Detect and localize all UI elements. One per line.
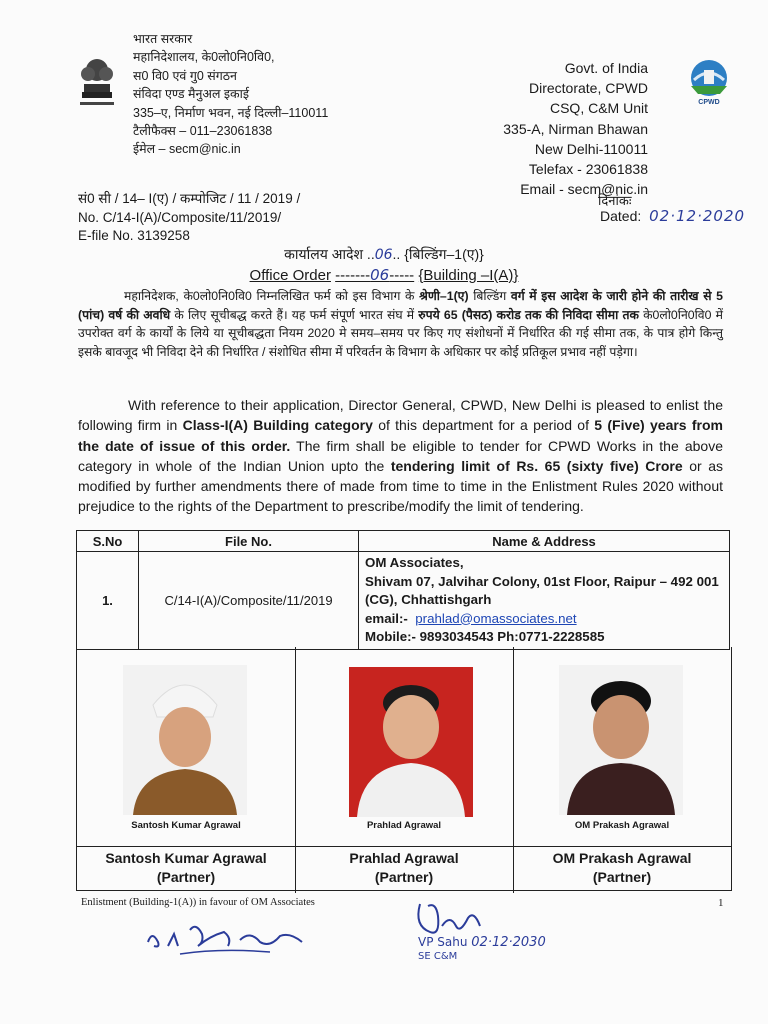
title-hi-prefix: कार्यालय आदेश xyxy=(284,246,364,262)
cell-name-address xyxy=(359,552,730,650)
col-header-sno: S.No xyxy=(77,531,139,552)
partner-photo-image xyxy=(349,667,473,817)
table-row xyxy=(77,552,730,650)
photo-caption: OM Prakash Agrawal xyxy=(574,820,670,831)
partner-photos-row xyxy=(76,647,732,847)
para-en-text: The firm shall be eligible to tender for CPWD Works in the above category in whole of the Indian Union upto the xyxy=(78,437,723,474)
header-en-line: 335-A, Nirman Bhawan xyxy=(503,120,648,137)
para-en-text: or as modified by further amendments there of made from time to time in the Enlistment Rules 2020 without prejudice to the rights of the Department to prescribe/modify the limit of tendering. xyxy=(78,457,724,515)
partner-photo-cell xyxy=(513,647,731,846)
partner-photo-cell xyxy=(77,647,296,846)
title-hi-suffix: {बिल्डिंग–1(ए)} xyxy=(404,246,484,262)
para-hi-text: के0लो0नि0वि0 में उपरोक्त वर्ग के कार्यों के लिये या सूचीबद्धता नियम 2020 मे समय–समय पर किए गए संशोधनों में निर्धारित की गई सीमा तक, के पात्र होगे किन्तु इसके बावजूद भी निविदा देने की निर्धारित / संशोधित सीमा में परिवर्तन के विभाग के अधिकार पर कोई प्रतिकूल प्रभाव नहीं पड़ेगा। xyxy=(78,307,723,359)
header-en-line: Telefax - 23061838 xyxy=(528,161,648,178)
partner-photo-cell xyxy=(295,647,514,846)
signatory-name: VP Sahu xyxy=(418,935,468,949)
dated-value: 02·12·2020 xyxy=(649,207,746,225)
para-hi-text: बिल्डिंग xyxy=(468,289,511,303)
title-en-number: 06 xyxy=(370,266,390,284)
signature-block xyxy=(418,935,546,964)
partner-role: (Partner) xyxy=(156,869,216,885)
para-hi-bold: वर्ग में इस आदेश के जारी होने की तारीख से 5 (पांच) वर्ष की अवधि xyxy=(78,289,723,322)
cell-file-no: C/14-I(A)/Composite/11/2019 xyxy=(139,552,359,650)
partner-role: (Partner) xyxy=(374,869,434,885)
signatory-designation: SE C&M xyxy=(418,951,458,962)
header-en-line: New Delhi-110011 xyxy=(534,140,648,157)
firm-mobile: Mobile:- 9893034543 Ph:0771-2228585 xyxy=(365,629,605,644)
footer-note: Enlistment (Building-1(A)) in favour of OM Associates xyxy=(81,897,315,908)
header-english xyxy=(408,58,648,199)
header-en-line: CSQ, C&M Unit xyxy=(549,100,648,117)
dated-label: Dated: xyxy=(600,208,642,224)
table-header-row xyxy=(77,531,730,552)
cpwd-logo-text: CPWD xyxy=(698,99,720,106)
date-label-hindi: दिनांकः xyxy=(598,193,632,208)
para-hi-bold: श्रेणी–1(ए) xyxy=(419,289,469,303)
photo-caption: Prahlad Agrawal xyxy=(366,820,442,831)
header-hi-line: ईमेल – secm@nic.in xyxy=(133,142,241,157)
firm-email-line xyxy=(365,610,723,629)
photo-caption: Santosh Kumar Agrawal xyxy=(131,820,241,831)
para-hi-bold: रुपये 65 (पैसठ) करोड तक की निविदा सीमा तक xyxy=(418,307,639,322)
partner-name-cell xyxy=(295,846,514,893)
cell-sno: 1. xyxy=(77,552,139,650)
handwritten-initials-icon xyxy=(140,912,310,962)
page-number: 1 xyxy=(718,897,724,909)
partner-name-cell xyxy=(77,846,296,893)
ref-hindi: सं0 सी / 14– I(ए) / कम्पोजिट / 11 / 2019 / xyxy=(78,191,301,206)
dated-line xyxy=(600,207,745,225)
partner-name: OM Prakash Agrawal xyxy=(552,850,692,866)
email-label: email:- xyxy=(365,610,408,626)
para-hi-text: महानिदेशक, के0लो0नि0वि0 निम्नलिखित फर्म को इस विभाग के xyxy=(124,289,420,303)
para-en-text: With reference to their application, Director General, CPWD, New Delhi is pleased to enlist the following firm in xyxy=(78,397,723,434)
office-order-title-hindi: कार्यालय आदेश ..06.. {बिल्डिंग–1(ए)} xyxy=(284,246,484,263)
order-paragraph-hindi xyxy=(78,287,723,361)
col-header-file-no: File No. xyxy=(139,531,359,552)
partner-name-cell xyxy=(513,846,731,893)
firm-name: OM Associates, xyxy=(365,555,464,570)
partner-name: Prahlad Agrawal xyxy=(349,850,459,866)
cpwd-logo-icon xyxy=(684,56,734,106)
header-en-line: Directorate, CPWD xyxy=(528,80,648,97)
partner-name: Santosh Kumar Agrawal xyxy=(105,850,267,866)
title-hi-number: 06 xyxy=(374,247,393,263)
firm-email-link[interactable]: prahlad@omassociates.net xyxy=(415,610,577,626)
title-en-suffix: {Building –I(A)} xyxy=(418,267,519,284)
para-en-bold: Class-I(A) Building category xyxy=(182,417,373,434)
firm-table xyxy=(76,530,730,650)
firm-address: Shivam 07, Jalvihar Colony, 01st Floor, Raipur – 492 001 (CG), Chhattishgarh xyxy=(365,573,719,607)
header-en-line: Email - secm@nic.in xyxy=(520,181,648,198)
para-en-bold: tendering limit of Rs. 65 (sixty five) Crore xyxy=(390,457,683,474)
para-en-text: of this department for a period of xyxy=(372,417,595,434)
signature-icon xyxy=(410,896,490,940)
header-hindi xyxy=(133,30,393,159)
header-hi-line: स0 वि0 एवं गु0 संगठन xyxy=(133,68,237,83)
partner-photo-image xyxy=(123,665,247,815)
header-hi-line: संविदा एण्ड मैनुअल इकाई xyxy=(133,87,250,102)
para-en-bold: 5 (Five) years from the date of issue of this order. xyxy=(78,417,724,454)
reference-block xyxy=(78,190,300,246)
signature-date: 02·12·2030 xyxy=(471,935,546,950)
para-hi-text: के लिए सूचीबद्ध करते हैं। यह फर्म संपूर्ण भारत संघ में xyxy=(170,307,419,322)
header-hi-line: टैलीफैक्स – 011–23061838 xyxy=(133,124,273,139)
office-order-title-english: Office Order -------06----- {Building –I(A)} xyxy=(249,266,519,284)
partner-role: (Partner) xyxy=(592,869,652,885)
title-en-prefix: Office Order xyxy=(249,267,331,284)
partner-names-row xyxy=(76,846,732,891)
order-paragraph-english xyxy=(78,395,723,517)
ref-english: No. C/14-I(A)/Composite/11/2019/ xyxy=(78,209,282,225)
header-hi-line: महानिदेशालय, के0लो0नि0वि0, xyxy=(133,50,275,65)
header-en-line: Govt. of India xyxy=(564,60,648,76)
col-header-name-address: Name & Address xyxy=(359,531,730,552)
partner-photo-image xyxy=(559,665,683,815)
header-hi-line: भारत सरकार xyxy=(133,32,193,46)
efile-number: E-file No. 3139258 xyxy=(78,228,190,243)
emblem-icon xyxy=(74,54,120,112)
header-hi-line: 335–ए, निर्माण भवन, नई दिल्ली–110011 xyxy=(133,105,329,120)
